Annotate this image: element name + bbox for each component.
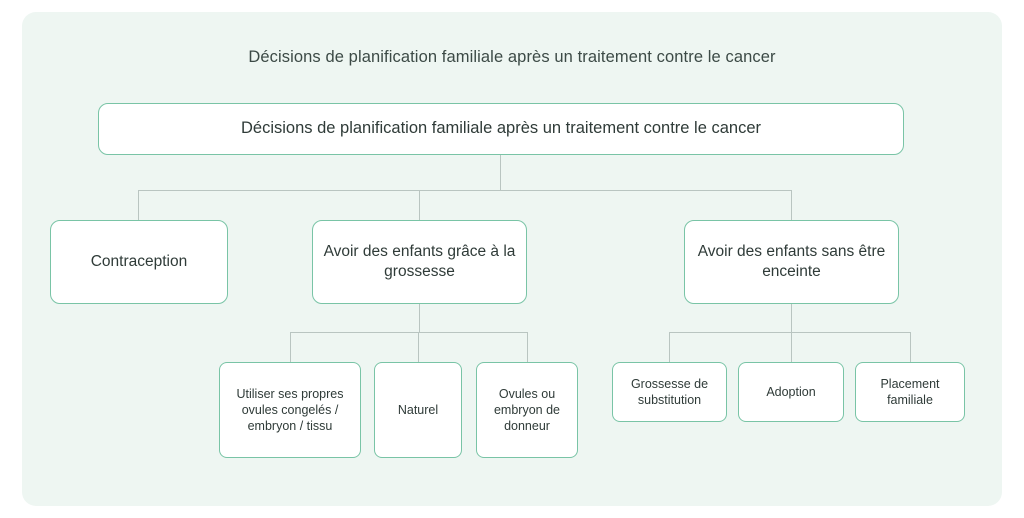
node-contraception: Contraception [50,220,228,304]
connector-pregnancy-bus [290,332,527,333]
connector-root-stem [500,155,501,190]
connector-level2-bus [138,190,792,191]
connector-to-own-ova [290,332,291,362]
node-natural: Naturel [374,362,462,458]
node-children-without-pregnancy: Avoir des enfants sans être enceinte [684,220,899,304]
connector-nopregnancy-stem [791,304,792,332]
connector-to-foster [910,332,911,362]
connector-to-pregnancy [419,190,420,220]
connector-to-donor [527,332,528,362]
connector-to-natural [418,332,419,362]
node-donor-ova-embryo: Ovules ou embryon de donneur [476,362,578,458]
connector-to-adoption [791,332,792,362]
node-own-frozen-ova: Utiliser ses propres ovules congelés / embryon / tissu [219,362,361,458]
node-foster-placement: Placement familiale [855,362,965,422]
connector-to-surrogacy [669,332,670,362]
connector-to-nopregnancy [791,190,792,220]
node-surrogacy: Grossesse de substitution [612,362,727,422]
connector-to-contraception [138,190,139,220]
node-children-through-pregnancy: Avoir des enfants grâce à la grossesse [312,220,527,304]
node-adoption: Adoption [738,362,844,422]
diagram-title: Décisions de planification familiale après un traitement contre le cancer [248,48,776,66]
connector-pregnancy-stem [419,304,420,332]
node-root: Décisions de planification familiale après un traitement contre le cancer [98,103,904,155]
connector-nopregnancy-bus [669,332,910,333]
